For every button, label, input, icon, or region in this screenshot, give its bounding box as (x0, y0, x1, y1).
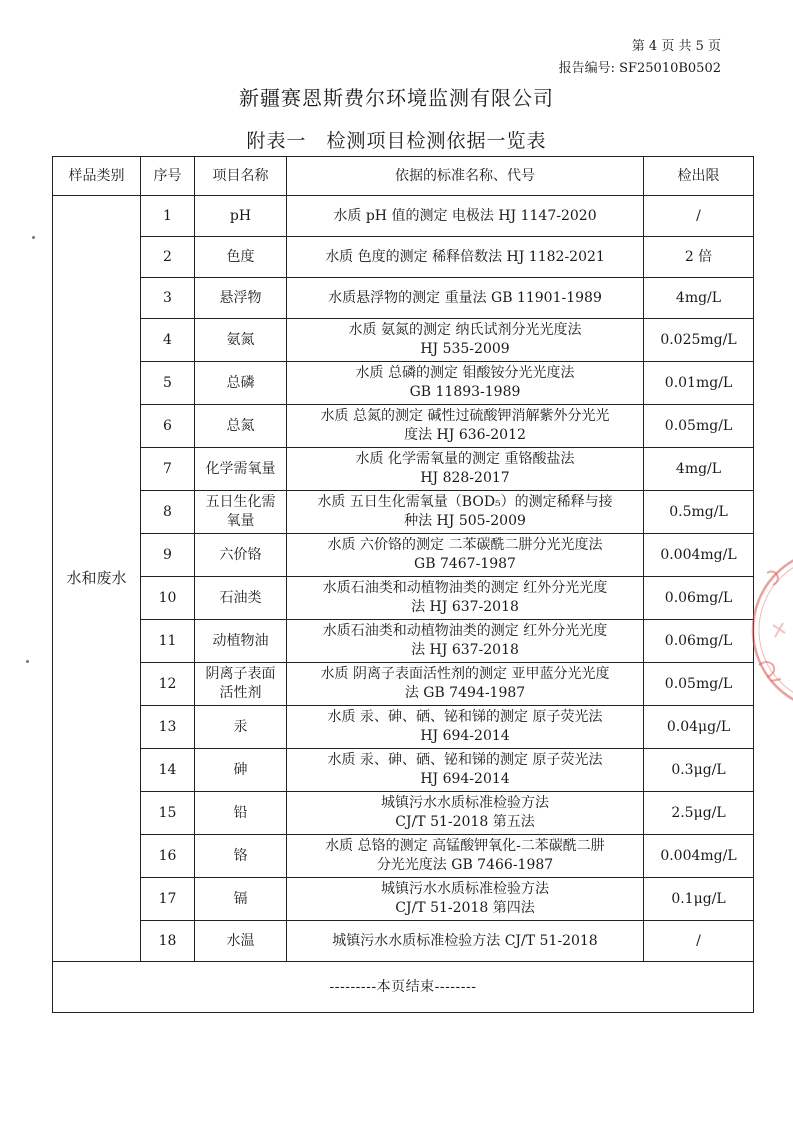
detection-limit: / (644, 196, 754, 237)
standard-text-line: 分光光度法 GB 7466-1987 (376, 857, 554, 873)
table-title-text: 检测项目检测依据一览表 (326, 130, 547, 152)
standard-text-line: 水质 氨氮的测定 纳氏试剂分光光度法 (348, 322, 582, 338)
row-number: 3 (141, 278, 195, 319)
scan-speck (26, 660, 29, 663)
standard-text-line: HJ 828-2017 (420, 470, 510, 486)
item-name-line: 五日生化需 (205, 494, 276, 510)
table-row (53, 663, 754, 706)
table-row (53, 491, 754, 534)
standard-text-line: 种法 HJ 505-2009 (404, 513, 526, 529)
detection-limit: 0.5mg/L (644, 491, 754, 534)
standard-text-line: HJ 694-2014 (420, 728, 510, 744)
item-name: 石油类 (195, 577, 287, 620)
standard-text-line: 水质 总氮的测定 碱性过硫酸钾消解紫外分光光 (320, 408, 610, 424)
row-number: 2 (141, 237, 195, 278)
standard-text-line: 水质石油类和动植物油类的测定 红外分光光度 (322, 623, 608, 639)
standard-text-line: 法 HJ 637-2018 (411, 599, 519, 615)
table-row (53, 196, 754, 237)
standard-text (287, 663, 644, 706)
standard-text-line: CJ/T 51-2018 第四法 (395, 900, 535, 916)
row-number: 7 (141, 448, 195, 491)
standard-text (287, 362, 644, 405)
item-name: 动植物油 (195, 620, 287, 663)
detection-limit: 0.05mg/L (644, 405, 754, 448)
standard-text (287, 534, 644, 577)
table-row (53, 921, 754, 962)
detection-limit: 0.004mg/L (644, 534, 754, 577)
item-name (195, 491, 287, 534)
detection-limit: 0.04μg/L (644, 706, 754, 749)
annex-label: 附表一 (246, 130, 307, 152)
standard-text: 水质悬浮物的测定 重量法 GB 11901-1989 (287, 278, 644, 319)
table-header-row (53, 157, 754, 196)
item-name: 铅 (195, 792, 287, 835)
table-row (53, 835, 754, 878)
row-number: 5 (141, 362, 195, 405)
standard-text-line: 城镇污水水质标准检验方法 (381, 795, 549, 811)
page-meta (559, 36, 721, 80)
row-number: 10 (141, 577, 195, 620)
table-row (53, 620, 754, 663)
table-row (53, 448, 754, 491)
item-name: 化学需氧量 (195, 448, 287, 491)
standard-text (287, 319, 644, 362)
row-number: 17 (141, 878, 195, 921)
standard-text-line: 水质 总磷的测定 钼酸铵分光光度法 (355, 365, 575, 381)
item-name: 总磷 (195, 362, 287, 405)
item-name-line: 阴离子表面 (205, 666, 276, 682)
detection-limit: 0.06mg/L (644, 620, 754, 663)
detection-limit: 2.5μg/L (644, 792, 754, 835)
standard-text-line: 水质 阴离子表面活性剂的测定 亚甲蓝分光光度 (320, 666, 610, 682)
table-row (53, 405, 754, 448)
item-name (195, 663, 287, 706)
row-number: 14 (141, 749, 195, 792)
item-name-line: 活性剂 (219, 685, 262, 701)
item-name: 氨氮 (195, 319, 287, 362)
row-number: 15 (141, 792, 195, 835)
header-limit: 检出限 (644, 157, 754, 196)
standard-text (287, 620, 644, 663)
standard-text-line: GB 7467-1987 (414, 556, 516, 572)
row-number: 8 (141, 491, 195, 534)
standard-text: 水质 pH 值的测定 电极法 HJ 1147-2020 (287, 196, 644, 237)
detection-limit: 4mg/L (644, 278, 754, 319)
table-row (53, 278, 754, 319)
row-number: 18 (141, 921, 195, 962)
header-seq: 序号 (141, 157, 195, 196)
company-name: 新疆赛恩斯费尔环境监测有限公司 (239, 86, 554, 110)
standard-text-line: HJ 535-2009 (420, 341, 510, 357)
standard-text-line: 法 GB 7494-1987 (404, 685, 526, 701)
row-number: 11 (141, 620, 195, 663)
detection-basis-table (52, 156, 754, 1013)
detection-limit: 0.004mg/L (644, 835, 754, 878)
table-footer-row (53, 962, 754, 1013)
standard-text: 城镇污水水质标准检验方法 CJ/T 51-2018 (287, 921, 644, 962)
table-row (53, 319, 754, 362)
standard-text-line: CJ/T 51-2018 第五法 (395, 814, 535, 830)
detection-limit: 0.025mg/L (644, 319, 754, 362)
table-row (53, 577, 754, 620)
seal-graphic (745, 545, 793, 715)
item-name: 铬 (195, 835, 287, 878)
standard-text-line: 城镇污水水质标准检验方法 (381, 881, 549, 897)
standard-text-line: 法 HJ 637-2018 (411, 642, 519, 658)
table-row (53, 878, 754, 921)
table-row (53, 534, 754, 577)
item-name: 汞 (195, 706, 287, 749)
item-name: 悬浮物 (195, 278, 287, 319)
row-number: 9 (141, 534, 195, 577)
standard-text-line: HJ 694-2014 (420, 771, 510, 787)
detection-limit: 0.06mg/L (644, 577, 754, 620)
standard-text-line: 水质 六价铬的测定 二苯碳酰二肼分光光度法 (327, 537, 603, 553)
table-row (53, 749, 754, 792)
report-number: 报告编号: SF25010B0502 (558, 61, 721, 76)
standard-text (287, 749, 644, 792)
row-number: 4 (141, 319, 195, 362)
item-name: 六价铬 (195, 534, 287, 577)
standard-text-line: 水质 总铬的测定 高锰酸钾氧化-二苯碳酰二肼 (325, 838, 605, 854)
standard-text (287, 491, 644, 534)
standard-text-line: 水质 化学需氧量的测定 重铬酸盐法 (355, 451, 575, 467)
standard-text-line: 水质 五日生化需氧量（BOD₅）的测定稀释与接 (317, 494, 613, 510)
standard-text (287, 878, 644, 921)
item-name: pH (195, 196, 287, 237)
standard-text (287, 448, 644, 491)
standard-text (287, 835, 644, 878)
standard-text-line: 水质 汞、砷、硒、铋和锑的测定 原子荧光法 (327, 709, 603, 725)
detection-limit: 0.05mg/L (644, 663, 754, 706)
standard-text-line: 水质 汞、砷、硒、铋和锑的测定 原子荧光法 (327, 752, 603, 768)
scan-speck (32, 236, 35, 239)
item-name-line: 氧量 (226, 513, 255, 529)
standard-text (287, 792, 644, 835)
item-name: 砷 (195, 749, 287, 792)
item-name: 水温 (195, 921, 287, 962)
item-name: 总氮 (195, 405, 287, 448)
standard-text-line: 度法 HJ 636-2012 (404, 427, 526, 443)
detection-limit: 0.1μg/L (644, 878, 754, 921)
table-row (53, 792, 754, 835)
row-number: 12 (141, 663, 195, 706)
row-number: 13 (141, 706, 195, 749)
standard-text (287, 577, 644, 620)
row-number: 6 (141, 405, 195, 448)
detection-limit: / (644, 921, 754, 962)
item-name: 镉 (195, 878, 287, 921)
row-number: 16 (141, 835, 195, 878)
standard-text: 水质 色度的测定 稀释倍数法 HJ 1182-2021 (287, 237, 644, 278)
standard-text-line: 水质石油类和动植物油类的测定 红外分光光度 (322, 580, 608, 596)
end-of-page-note: ---------本页结束-------- (53, 962, 754, 1013)
table-row (53, 706, 754, 749)
detection-limit: 0.3μg/L (644, 749, 754, 792)
table-row (53, 237, 754, 278)
item-name: 色度 (195, 237, 287, 278)
detection-limit: 4mg/L (644, 448, 754, 491)
page-info: 第 4 页 共 5 页 (631, 39, 721, 54)
table-title (0, 126, 793, 153)
row-number: 1 (141, 196, 195, 237)
standard-text-line: GB 11893-1989 (409, 384, 521, 400)
official-seal (745, 545, 793, 715)
sample-category-cell: 水和废水 (53, 196, 141, 962)
detection-limit: 2 倍 (644, 237, 754, 278)
detection-limit: 0.01mg/L (644, 362, 754, 405)
header-item: 项目名称 (195, 157, 287, 196)
header-standard: 依据的标准名称、代号 (287, 157, 644, 196)
standard-text (287, 405, 644, 448)
standard-text (287, 706, 644, 749)
header-category: 样品类别 (53, 157, 141, 196)
table-row (53, 362, 754, 405)
